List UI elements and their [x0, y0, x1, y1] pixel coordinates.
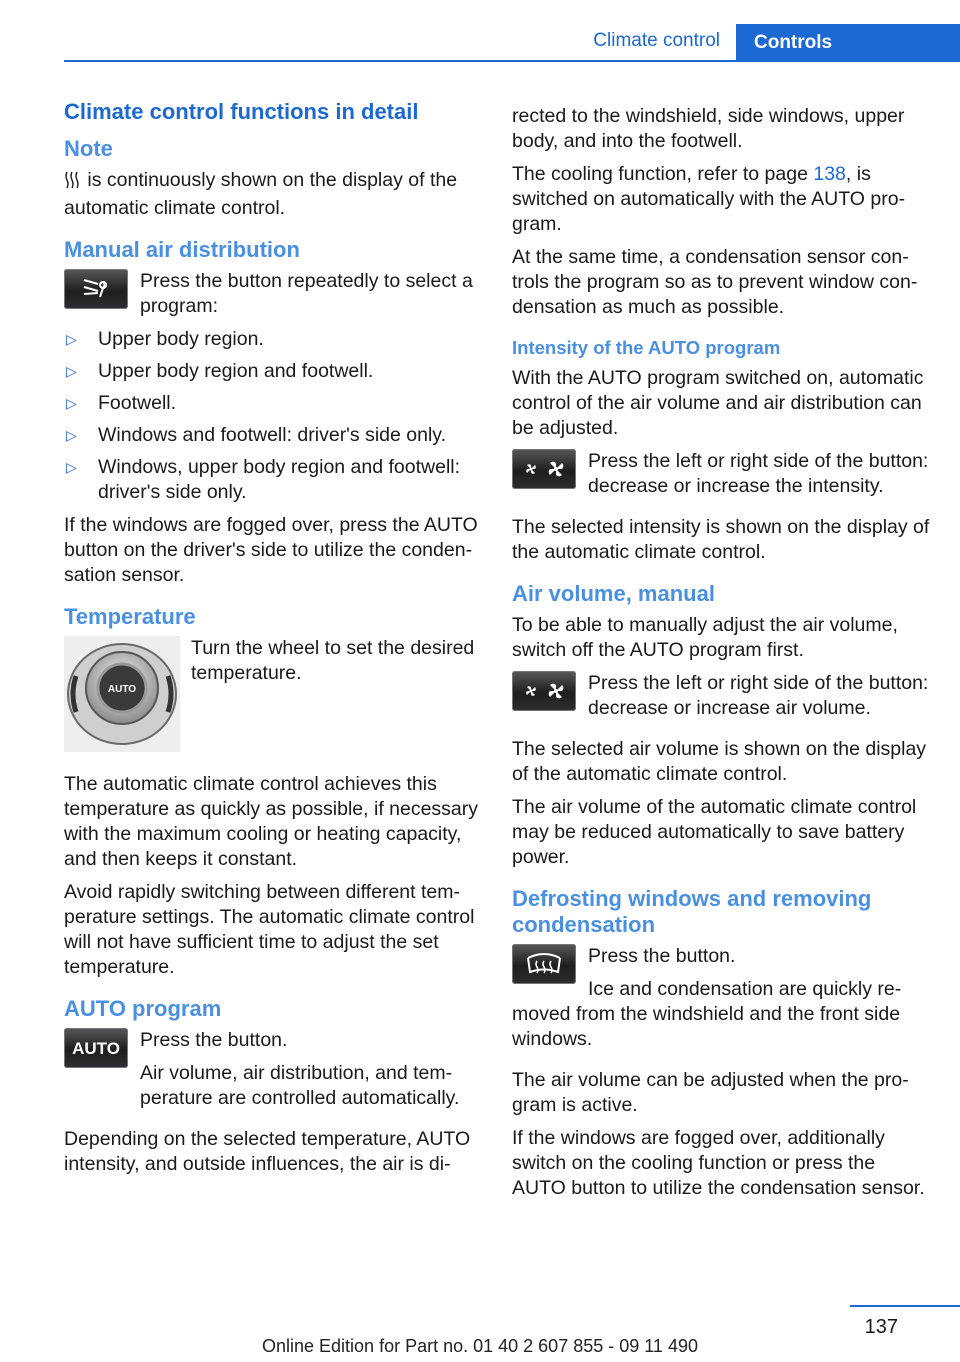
manual-distribution-heading: Manual air distribution [64, 237, 300, 262]
auto-paragraph: Depending on the selected temperature, AUTO intensity, and outside influences, the air is di- [64, 1128, 471, 1175]
temperature-p2: Avoid rapidly switching between different temperature settings. The automatic climate control will not have sufficient time to adjust the set temperature. [64, 881, 475, 978]
temperature-p1: The automatic climate control achieves this temperature as quickly as possible, if necessary with the maximum cooling or heating capacity, and then keeps it constant. [64, 773, 479, 870]
temperature-heading: Temperature [64, 604, 196, 629]
page-title: Climate control functions in detail [64, 99, 419, 124]
manual-distribution-text: Press the button repeatedly to select a program: [140, 270, 473, 317]
note-body: is continuously shown on the display of the automatic climate control. [64, 169, 458, 219]
auto-text: Air volume, air distribution, and temperature are controlled automatically. [140, 1062, 460, 1109]
intensity-text: With the AUTO program switched on, automatic control of the air volume and air distribution can be adjusted. [512, 367, 924, 439]
air-volume-fig-text: Press the left or right side of the button: decrease or increase air volume. [588, 672, 929, 719]
right-column [512, 104, 930, 1209]
edition-footer: Online Edition for Part no. 01 40 2 607 855 - 09 11 490 [262, 1336, 698, 1356]
defrost-p2: If the windows are fogged over, additionally switch on the cooling function or press the AUTO button to utilize the condensation sensor. [512, 1127, 925, 1199]
defrost-press-text: Press the button. [588, 945, 736, 967]
defrost-text: Ice and condensation are quickly removed from the windshield and the front side windows. [512, 978, 902, 1050]
air-flow-icon [64, 171, 82, 196]
intensity-heading: Intensity of the AUTO program [512, 337, 781, 358]
list-item: ▷ Windows and footwell: driver's side only. [64, 423, 482, 448]
list-item: ▷ Footwell. [64, 391, 482, 416]
defrost-p1: The air volume can be adjusted when the program is active. [512, 1069, 909, 1116]
air-volume-text: To be able to manually adjust the air volume, switch off the AUTO program first. [512, 614, 898, 661]
air-distribution-button-icon [64, 269, 128, 309]
temperature-wheel-image [64, 636, 180, 752]
intensity-fig-text: Press the left or right side of the button: decrease or increase the intensity. [588, 450, 929, 497]
list-item: ▷ Upper body region and footwell. [64, 359, 482, 384]
auto-button-icon: AUTO [64, 1028, 128, 1068]
note-text [64, 168, 482, 221]
cooling-text: The cooling function, refer to page 138, is switched on automatically with the AUTO program. [512, 163, 906, 235]
auto-program-heading: AUTO program [64, 996, 222, 1021]
intensity-after: The selected intensity is shown on the display of the automatic climate control. [512, 516, 930, 563]
header-section-title: Climate control [593, 30, 720, 51]
air-volume-figure [512, 671, 930, 721]
auto-program-figure [64, 1028, 482, 1058]
defrost-figure [512, 944, 930, 969]
page-number: 137 [864, 1316, 898, 1338]
sensor-text: At the same time, a condensation sensor controls the program so as to prevent window condensation as much as possible. [512, 246, 918, 318]
knob-auto-label: AUTO [107, 684, 137, 695]
intensity-figure [512, 449, 930, 499]
windshield-defrost-button-icon [512, 944, 576, 984]
page-number-rule [850, 1305, 960, 1307]
fan-rocker-button-icon [512, 449, 576, 489]
fogged-windows-text: If the windows are fogged over, press the AUTO button on the driver's side to utilize the condensation sensor. [64, 514, 478, 586]
note-heading: Note [64, 136, 113, 161]
fan-rocker-button-icon [512, 671, 576, 711]
auto-press-text: Press the button. [140, 1029, 288, 1051]
list-item: ▷ Windows, upper body region and footwell: driver's side only. [64, 455, 482, 505]
temperature-text: Turn the wheel to set the desired temperature. [191, 637, 475, 684]
header-tab: Controls [736, 24, 960, 62]
list-item: ▷ Upper body region. [64, 327, 482, 352]
program-list [64, 327, 482, 505]
left-column [64, 98, 482, 1185]
air-volume-after1: The selected air volume is shown on the display of the automatic climate control. [512, 738, 927, 785]
air-volume-heading: Air volume, manual [512, 581, 715, 606]
page-138-link[interactable]: 138 [813, 163, 846, 185]
continued-text: rected to the windshield, side windows, upper body, and into the footwell. [512, 105, 905, 152]
defrost-heading: Defrosting windows and removing condensation [512, 886, 872, 937]
air-volume-after2: The air volume of the automatic climate control may be reduced automatically to save battery power. [512, 796, 917, 868]
temperature-figure [64, 636, 482, 760]
header-rule [64, 60, 960, 62]
manual-distribution-figure [64, 269, 482, 319]
